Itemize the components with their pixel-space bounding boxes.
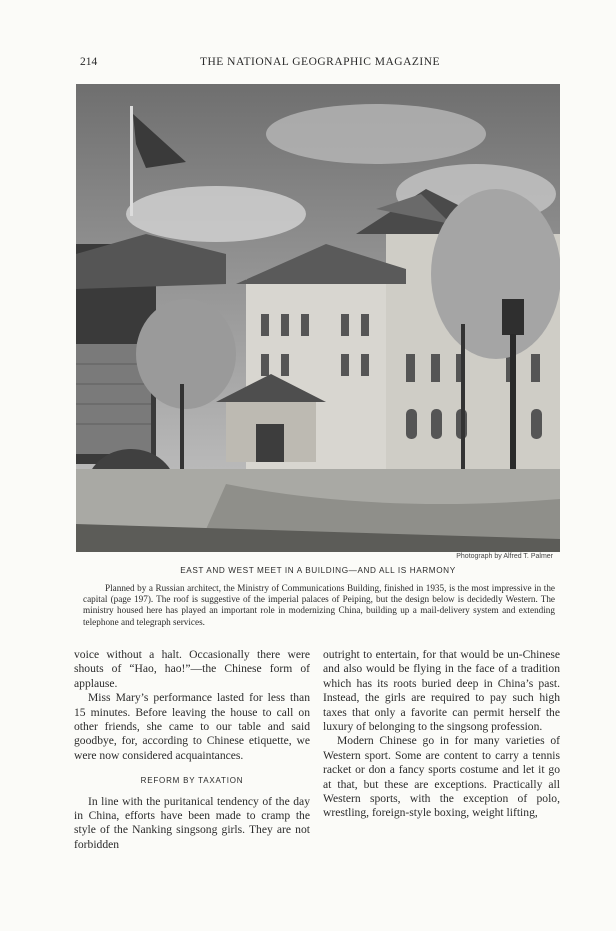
photo-credit: Photograph by Alfred T. Palmer: [456, 553, 553, 560]
article-column-right: [323, 648, 560, 866]
caption-title: EAST AND WEST MEET IN A BUILDING—AND ALL IS HARMONY: [180, 566, 456, 575]
page-number: 214: [80, 56, 98, 68]
article-paragraph: Modern Chinese go in for many varieties of Western sport. Some are content to carry a tennis racket or don a fancy sports costume and let it go at that, but these are exceptions. Practically all Western sports, with the exception of polo, wrestling, foreign-style boxing, weight lifting,: [323, 734, 560, 820]
ministry-building-photo: [76, 84, 560, 552]
running-title: THE NATIONAL GEOGRAPHIC MAGAZINE: [199, 56, 441, 68]
article-column-left: [74, 648, 310, 866]
caption-body: Planned by a Russian architect, the Ministry of Communications Building, finished in 1935, is the most impressive in the capital (page 197). The roof is suggestive of the imperial palaces of Peiping, but the design below is decidedly Western. The ministry housed here has played an important role in modernizing China, building up a mail-delivery system and extending telephone and telegraph services.: [83, 583, 555, 627]
article-paragraph: outright to entertain, for that would be un-Chinese and also would be flying in the face of a tradition which has its roots buried deep in China’s past. Instead, the girls are required to pay such high taxes that only a favorite can permit herself the luxury of belonging to the singsong profession.: [323, 648, 560, 734]
section-subhead: REFORM BY TAXATION: [140, 776, 244, 786]
article-paragraph: voice without a halt. Occasionally there were shouts of “Hao, hao!”—the Chinese form of applause.: [74, 648, 310, 690]
article-paragraph: Miss Mary’s performance lasted for less than 15 minutes. Before leaving the house to call on other friends, she came to our table and said goodbye, for, according to Chinese etiquette, we were now considered acquaintances.: [74, 691, 310, 762]
page-header: [80, 56, 560, 72]
article-paragraph: In line with the puritanical tendency of the day in China, efforts have been made to cramp the style of the Nanking singsong girls. They are not forbidden: [74, 794, 310, 851]
